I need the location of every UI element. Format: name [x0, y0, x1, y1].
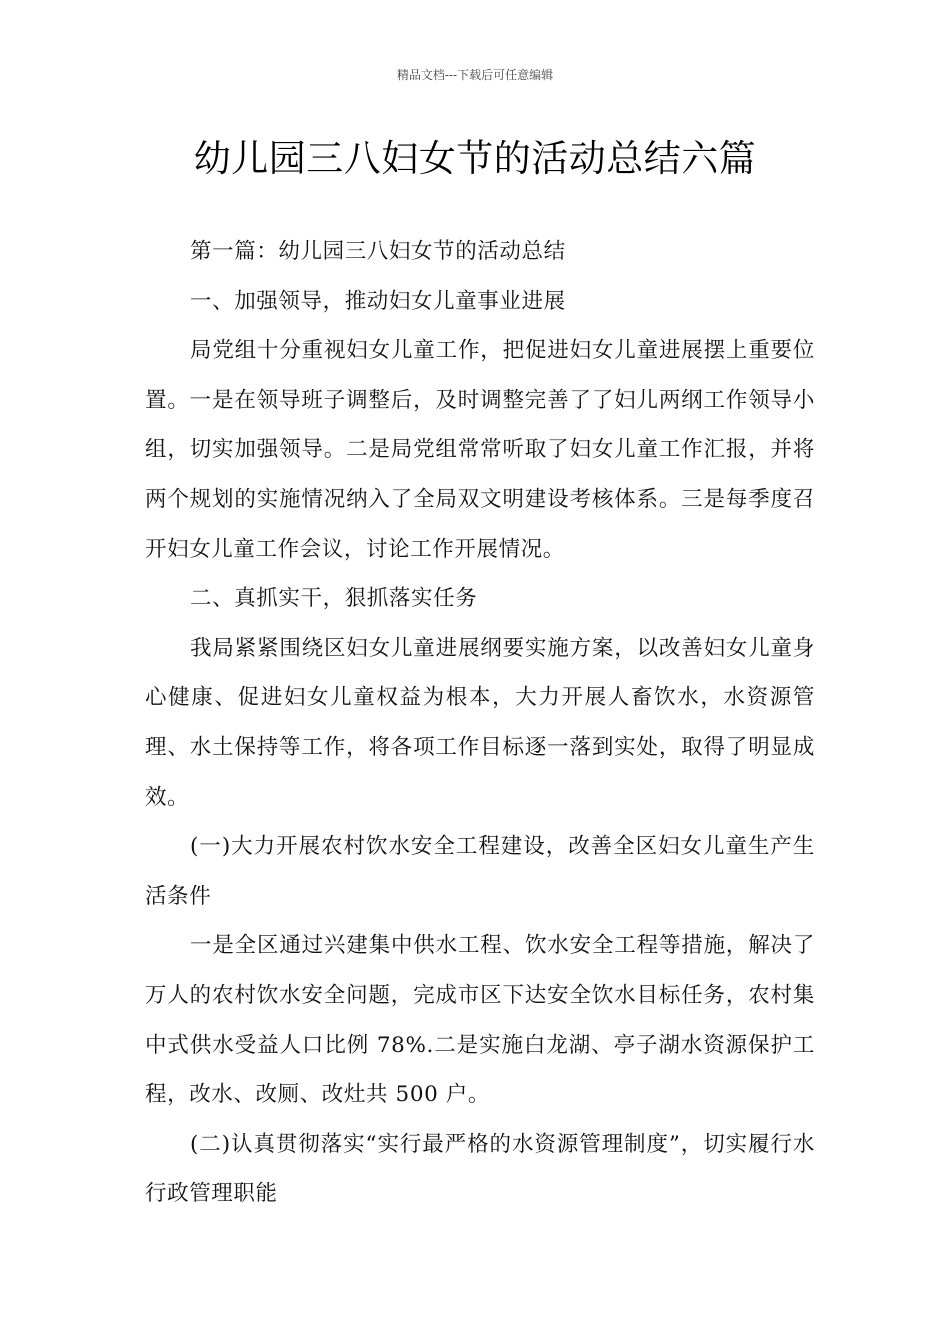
section-heading-part-one: 第一篇：幼儿园三八妇女节的活动总结: [190, 239, 566, 264]
subsection-heading-one: (一)大力开展农村饮水安全工程建设，改善全区妇女儿童生产生活条件: [145, 834, 815, 909]
document-body: [145, 227, 815, 1219]
section-heading-two: 二、真抓实干，狠抓落实任务: [190, 586, 478, 612]
body-paragraph: 我局紧紧围绕区妇女儿童进展纲要实施方案，以改善妇女儿童身心健康、促进妇女儿童权益为根本，大力开展人畜饮水，水资源管理、水土保持等工作，将各项工作目标逐一落到实处，取得了明显成效。: [145, 635, 815, 810]
body-paragraph: 一是全区通过兴建集中供水工程、饮水安全工程等措施，解决了万人的农村饮水安全问题，完成市区下达安全饮水目标任务，农村集中式供水受益人口比例 78%.二是实施白龙湖、亭子湖水资源保护工程，改水、改厕、改灶共 500 户。: [145, 933, 815, 1108]
subsection-heading-two: (二)认真贯彻落实“实行最严格的水资源管理制度”，切实履行水行政管理职能: [145, 1131, 815, 1207]
header-note: 精品文档---下载后可任意编辑: [396, 68, 554, 82]
section-heading-one: 一、加强领导，推动妇女儿童事业进展: [190, 288, 566, 314]
document-title: 幼儿园三八妇女节的活动总结六篇: [193, 137, 757, 180]
body-paragraph: 局党组十分重视妇女儿童工作，把促进妇女儿童进展摆上重要位置。一是在领导班子调整后，及时调整完善了了妇儿两纲工作领导小组，切实加强领导。二是局党组常常听取了妇女儿童工作汇报，并将两个规划的实施情况纳入了全局双文明建设考核体系。三是每季度召开妇女儿童工作会议，讨论工作开展情况。: [145, 338, 815, 562]
